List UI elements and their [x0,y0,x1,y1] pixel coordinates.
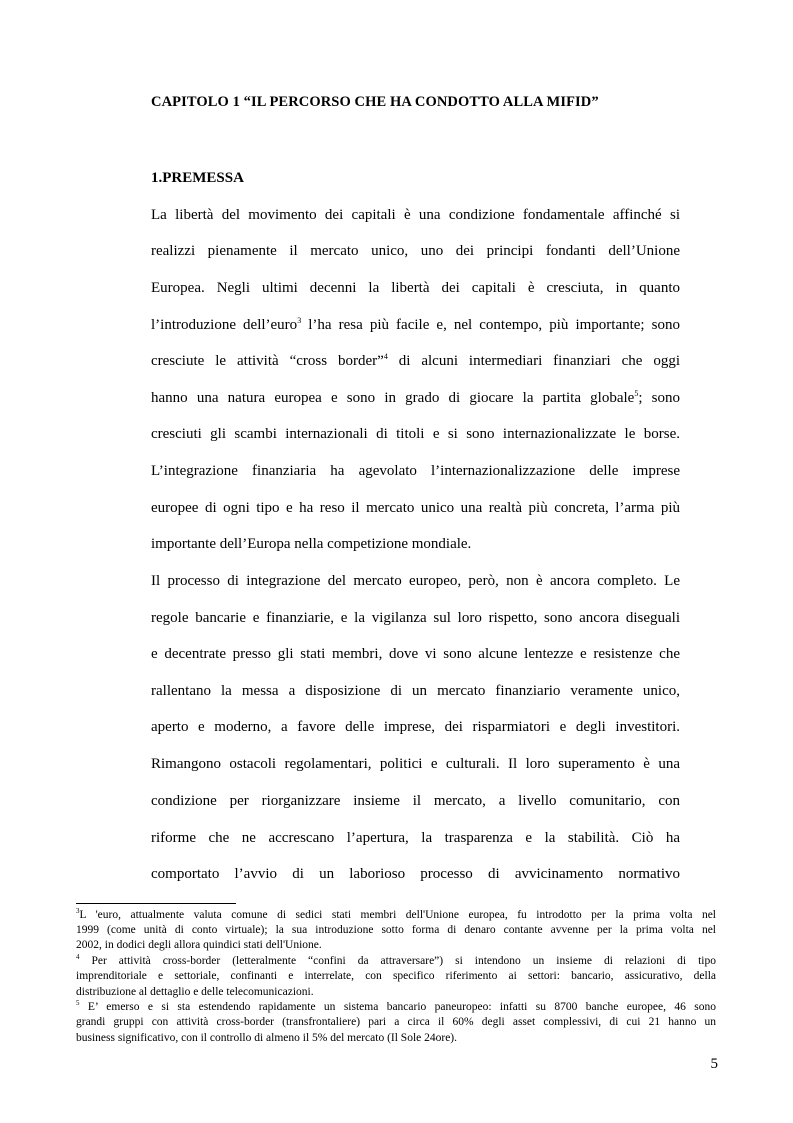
body-segment: ; sono [638,390,680,406]
body-line: europee di ogni tipo e ha reso il mercato unico una realtà più concreta, l’arma più [151,500,680,516]
body-line: Il processo di integrazione del mercato europeo, però, non è ancora completo. Le [151,573,680,589]
footnote-line: 1999 (come unità di conto virtuale); la sua introduzione sotto forma di denaro contante avvenne per la prima volta nel [76,924,716,936]
body-line: Rimangono ostacoli regolamentari, politici e culturali. Il loro superamento è una [151,756,680,772]
body-segment: l’ha resa più facile e, nel contempo, più importante; sono [301,317,680,333]
body-line: La libertà del movimento dei capitali è una condizione fondamentale affinché si [151,207,680,223]
footnote-line: business significativo, con il controllo di almeno il 5% del mercato (Il Sole 24ore). [76,1032,458,1044]
body-line [151,352,680,370]
footnote-line [76,1001,716,1014]
body-segment: cresciute le attività “cross border” [151,353,384,369]
body-line: realizzi pienamente il mercato unico, uno dei principi fondanti dell’Unione [151,243,680,259]
body-line [151,389,680,407]
footnote-line: imprenditoriale e settoriale, confinanti e interrelate, con specifico riferimento ai settori: bancario, assicurativo, della [76,970,716,982]
footnote-text: L 'euro, attualmente valuta comune di sedici stati membri dell'Unione europea, fu introdotto per la prima volta nel [79,909,716,921]
footnote-marker-3: 3 [76,907,80,916]
footnote-marker-4: 4 [76,953,80,962]
body-line: regole bancarie e finanziarie, e la vigilanza sul loro rispetto, sono ancora diseguali [151,610,680,626]
footnote-ref-3: 3 [297,316,302,325]
body-segment: di alcuni intermediari finanziari che oggi [387,353,680,369]
body-segment: l’introduzione dell’euro [151,317,298,333]
body-line: e decentrate presso gli stati membri, dove vi sono alcune lentezze e resistenze che [151,646,680,662]
body-line [151,316,680,334]
footnote-line [76,909,716,922]
footnote-line: grandi gruppi con attività cross-border (transfrontaliere) pari a circa il 60% degli asset complessivi, di cui 21 hanno un [76,1016,716,1028]
footnote-line: distribuzione al dettaglio e delle telecomunicazioni. [76,986,314,998]
body-line: condizione per riorganizzare insieme il mercato, a livello comunitario, con [151,793,680,809]
body-line: cresciuti gli scambi internazionali di titoli e si sono internazionalizzate le borse. [151,426,680,442]
footnote-text: Per attività cross-border (letteralmente “confini da attraversare”) si intendono un insieme di relazioni di tipo [79,955,716,967]
footnote-marker-5: 5 [76,999,80,1008]
footnote-ref-5: 5 [634,389,639,398]
section-heading: 1.PREMESSA [151,170,244,186]
body-segment: hanno una natura europea e sono in grado di giocare la partita globale [151,390,635,406]
footnote-line [76,955,716,968]
footnote-line: 2002, in dodici degli allora quindici stati dell'Unione. [76,939,322,951]
body-line: comportato l’avvio di un laborioso processo di avvicinamento normativo [151,866,680,882]
chapter-title: CAPITOLO 1 “IL PERCORSO CHE HA CONDOTTO ALLA MIFID” [151,94,599,110]
footnote-ref-4: 4 [383,352,388,361]
page-number: 5 [710,1056,718,1072]
footnote-separator [76,903,236,904]
body-line: rallentano la messa a disposizione di un mercato finanziario veramente unico, [151,683,680,699]
body-line: riforme che ne accrescano l’apertura, la trasparenza e la stabilità. Ciò ha [151,830,680,846]
body-line: importante dell’Europa nella competizione mondiale. [151,536,472,552]
body-line: aperto e moderno, a favore delle imprese, dei risparmiatori e degli investitori. [151,719,680,735]
body-line: Europea. Negli ultimi decenni la libertà dei capitali è cresciuta, in quanto [151,280,680,296]
body-line: L’integrazione finanziaria ha agevolato l’internazionalizzazione delle imprese [151,463,680,479]
footnote-text: E’ emerso e si sta estendendo rapidamente un sistema bancario paneuropeo: infatti su 8700 banche europee, 46 sono [79,1001,716,1013]
